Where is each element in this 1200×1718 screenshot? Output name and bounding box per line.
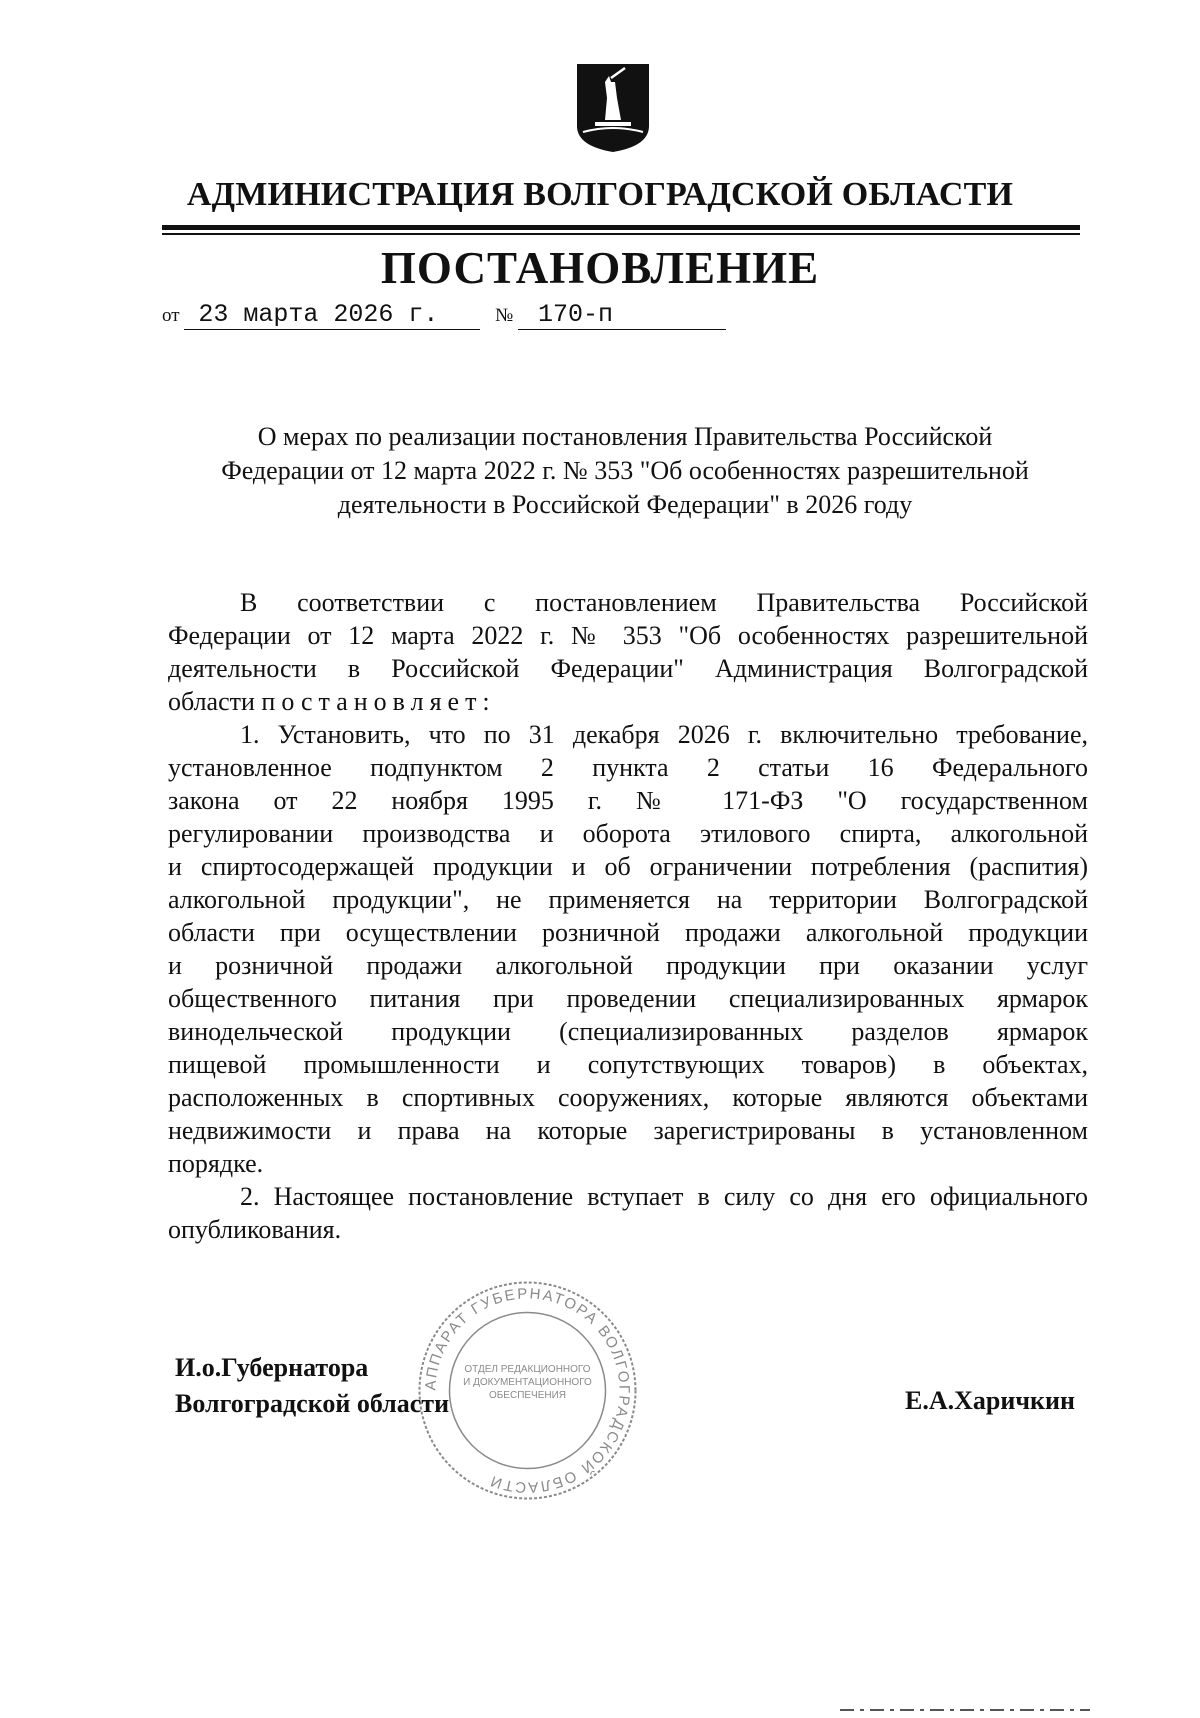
header-rule-thick — [162, 225, 1080, 230]
date-number-line — [162, 300, 726, 330]
clause-1-paragraph — [168, 718, 1088, 1180]
subject-line: О мерах по реализации постановления Правительства Российской — [257, 422, 993, 451]
preamble-line-final — [168, 685, 1088, 718]
header-rule-thin — [162, 233, 1080, 235]
clause-1-line: алкогольной продукции", не применяется на территории Волгоградской — [168, 885, 1088, 914]
clause-1-line: 1. Установить, что по 31 декабря 2026 г. включительно требование, — [240, 720, 1088, 749]
clause-1-line: установленное подпунктом 2 пункта 2 статьи 16 Федерального — [168, 753, 1088, 782]
subject-line: Федерации от 12 марта 2022 г. № 353 "Об особенностях разрешительной — [221, 456, 1029, 485]
clause-1-line: и розничной продажи алкогольной продукции при оказании услуг — [168, 951, 1088, 980]
clause-1-line: расположенных в спортивных сооружениях, которые являются объектами — [168, 1083, 1088, 1112]
clause-1-line: недвижимости и права на которые зарегистрированы в установленном — [168, 1116, 1088, 1145]
clause-1-line: пищевой промышленности и сопутствующих товаров) в объектах, — [168, 1050, 1088, 1079]
stamp-inner-text: ОТДЕЛ РЕДАКЦИОННОГО И ДОКУМЕНТАЦИОННОГО ОБЕСПЕЧЕНИЯ — [463, 1364, 592, 1401]
subject-line: деятельности в Российской Федерации" в 2026 году — [337, 490, 913, 519]
organization-title: АДМИНИСТРАЦИЯ ВОЛГОГРАДСКОЙ ОБЛАСТИ — [186, 176, 1014, 213]
position-line-1: И.о.Губернатора — [175, 1353, 369, 1382]
document-number: 170-п — [518, 300, 726, 330]
document-date: 23 марта 2026 г. — [184, 300, 480, 330]
preamble-paragraph — [168, 586, 1088, 718]
date-prefix: от — [162, 305, 180, 326]
preamble-prefix: области — [168, 687, 255, 716]
clause-1-line: винодельческой продукции (специализированных разделов ярмарок — [168, 1017, 1088, 1046]
clause-1-line: общественного питания при проведении специализированных ярмарок — [168, 984, 1088, 1013]
number-sign: № — [495, 305, 514, 326]
clause-1-line: порядке. — [168, 1149, 264, 1178]
signatory-position — [175, 1350, 449, 1422]
clause-2-paragraph — [168, 1180, 1088, 1246]
clause-1-line: области при осуществлении розничной продажи алкогольной продукции — [168, 918, 1088, 947]
document-type-title: ПОСТАНОВЛЕНИЕ — [380, 243, 820, 293]
preamble-line: деятельности в Российской Федерации" Администрация Волгоградской — [168, 654, 1088, 683]
clause-1-line: закона от 22 ноября 1995 г. № 171-ФЗ "О государственном — [168, 786, 1088, 815]
decree-word: постановляет: — [261, 687, 496, 716]
position-line-2: Волгоградской области — [175, 1389, 450, 1418]
signatory-name: Е.А.Харичкин — [905, 1386, 1075, 1415]
clause-1-line: регулировании производства и оборота этилового спирта, алкогольной — [168, 819, 1088, 848]
clause-2-line: опубликования. — [168, 1215, 342, 1244]
preamble-line: Федерации от 12 марта 2022 г. № 353 "Об особенностях разрешительной — [168, 621, 1088, 650]
preamble-line: В соответствии с постановлением Правительства Российской — [240, 588, 1088, 617]
stamp-outer-text: АППАРАТ ГУБЕРНАТОРА ВОЛГОГРАДСКОЙ ОБЛАСТИ — [422, 1285, 633, 1496]
document-subject — [170, 420, 1080, 522]
scan-artifact — [840, 1700, 1090, 1706]
clause-1-line: и спиртосодержащей продукции и об ограничении потребления (распития) — [168, 852, 1088, 881]
coat-of-arms-emblem — [575, 62, 651, 154]
clause-2-line: 2. Настоящее постановление вступает в силу со дня его официального — [240, 1182, 1088, 1211]
